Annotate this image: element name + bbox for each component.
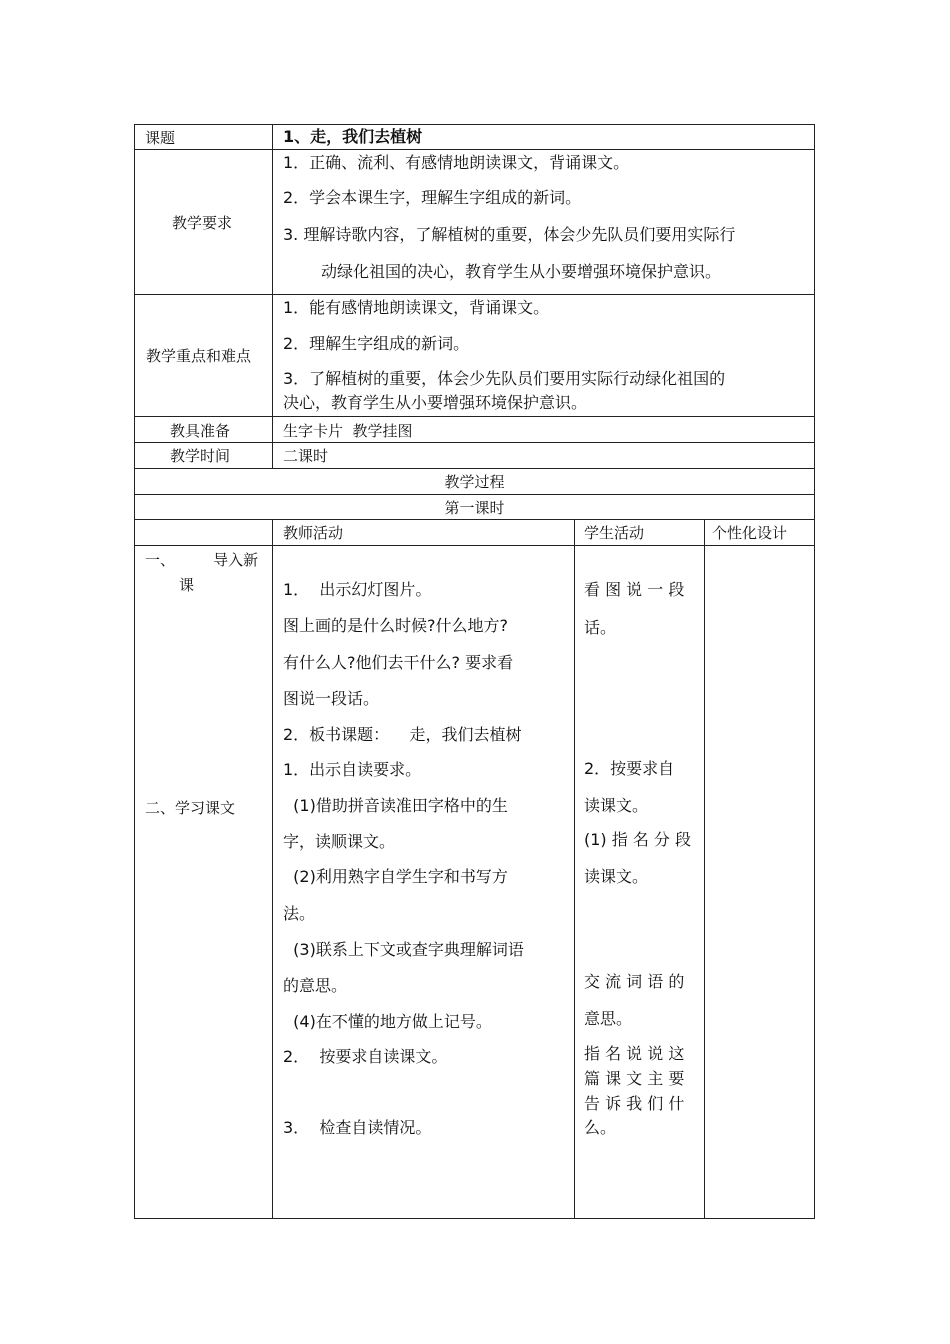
student-activity-line: 看 图 说 一 段 <box>584 580 685 599</box>
student-activity-line: 告 诉 我 们 什 <box>584 1094 685 1113</box>
student-activity-line: 指 名 说 说 这 <box>584 1044 685 1063</box>
column-header-teacher: 教师活动 <box>283 524 344 542</box>
key-point-item: 决心，教育学生从小要增强环境保护意识。 <box>283 393 588 412</box>
column-header-design: 个性化设计 <box>712 524 788 542</box>
table-border-bottom <box>134 1218 815 1219</box>
teacher-activity-line: 字，读顺课文。 <box>283 832 396 851</box>
row-line <box>134 149 815 150</box>
teacher-activity-line: 图说一段话。 <box>283 689 380 708</box>
teacher-activity-line: 2．板书课题： 走，我们去植树 <box>283 725 522 744</box>
section-label-intro-cont: 课 <box>179 576 195 594</box>
teacher-activity-line: 法。 <box>283 904 316 923</box>
table-border-right <box>814 124 815 1219</box>
col-line <box>704 519 705 1219</box>
student-activity-line: 2．按要求自 <box>584 759 675 778</box>
teacher-activity-line: 3． 检查自读情况。 <box>283 1118 432 1137</box>
row-line <box>134 468 815 469</box>
teacher-activity-line: 图上画的是什么时候?什么地方? <box>283 616 508 635</box>
teacher-activity-line: (1)借助拼音读准田字格中的生 <box>283 796 508 815</box>
student-activity-line: 话。 <box>584 618 617 637</box>
teacher-activity-line: 1．出示自读要求。 <box>283 760 422 779</box>
teacher-activity-line: 的意思。 <box>283 976 348 995</box>
time-value: 二课时 <box>283 447 329 465</box>
teacher-activity-line: 有什么人?他们去干什么? 要求看 <box>283 653 514 672</box>
row-line <box>134 416 815 417</box>
table-border-left <box>134 124 135 1219</box>
tools-value: 生字卡片 教学挂图 <box>283 422 413 440</box>
column-header-student: 学生活动 <box>584 524 645 542</box>
teacher-activity-line: (3)联系上下文或查字典理解词语 <box>283 940 524 959</box>
student-activity-line: 交 流 词 语 的 <box>584 972 685 991</box>
col-line <box>574 519 575 1219</box>
teacher-activity-line: (4)在不懂的地方做上记号。 <box>283 1012 492 1031</box>
teacher-activity-line: (2)利用熟字自学生字和书写方 <box>283 867 508 886</box>
topic-label: 课题 <box>145 129 176 147</box>
key-point-item: 3．了解植树的重要，体会少先队员们要用实际行动绿化祖国的 <box>283 369 726 388</box>
row-line <box>134 519 815 520</box>
requirements-label: 教学要求 <box>172 214 233 232</box>
key-point-item: 1．能有感情地朗读课文，背诵课文。 <box>283 298 550 317</box>
student-activity-line: 读课文。 <box>584 796 649 815</box>
student-activity-line: (1) 指 名 分 段 <box>584 830 692 849</box>
row-line <box>134 442 815 443</box>
key-points-label: 教学重点和难点 <box>146 347 252 365</box>
row-line <box>134 124 815 125</box>
requirement-item: 1．正确、流利、有感情地朗读课文，背诵课文。 <box>283 153 630 172</box>
teacher-activity-line: 1． 出示幻灯图片。 <box>283 580 432 599</box>
student-activity-line: 读课文。 <box>584 867 649 886</box>
section-label-intro: 一、 导入新 <box>145 551 259 569</box>
requirement-item: 动绿化祖国的决心，教育学生从小要增强环境保护意识。 <box>321 262 722 281</box>
process-title: 教学过程 <box>444 473 505 491</box>
tools-label: 教具准备 <box>170 422 231 440</box>
requirement-item: 3. 理解诗歌内容，了解植树的重要，体会少先队员们要用实际行 <box>283 225 736 244</box>
row-line <box>134 294 815 295</box>
section-label-study: 二、学习课文 <box>145 799 236 817</box>
key-point-item: 2．理解生字组成的新词。 <box>283 334 470 353</box>
time-label: 教学时间 <box>170 447 231 465</box>
teacher-activity-line: 2． 按要求自读课文。 <box>283 1047 448 1066</box>
student-activity-line: 么。 <box>584 1118 617 1137</box>
lesson-title: 第一课时 <box>444 499 505 517</box>
col-line <box>272 519 273 1219</box>
requirement-item: 2．学会本课生字，理解生字组成的新词。 <box>283 188 582 207</box>
row-line <box>134 545 815 546</box>
student-activity-line: 意思。 <box>584 1009 633 1028</box>
row-line <box>134 494 815 495</box>
student-activity-line: 篇 课 文 主 要 <box>584 1069 685 1088</box>
topic-value: 1、走，我们去植树 <box>283 127 423 146</box>
col-line <box>272 124 273 469</box>
